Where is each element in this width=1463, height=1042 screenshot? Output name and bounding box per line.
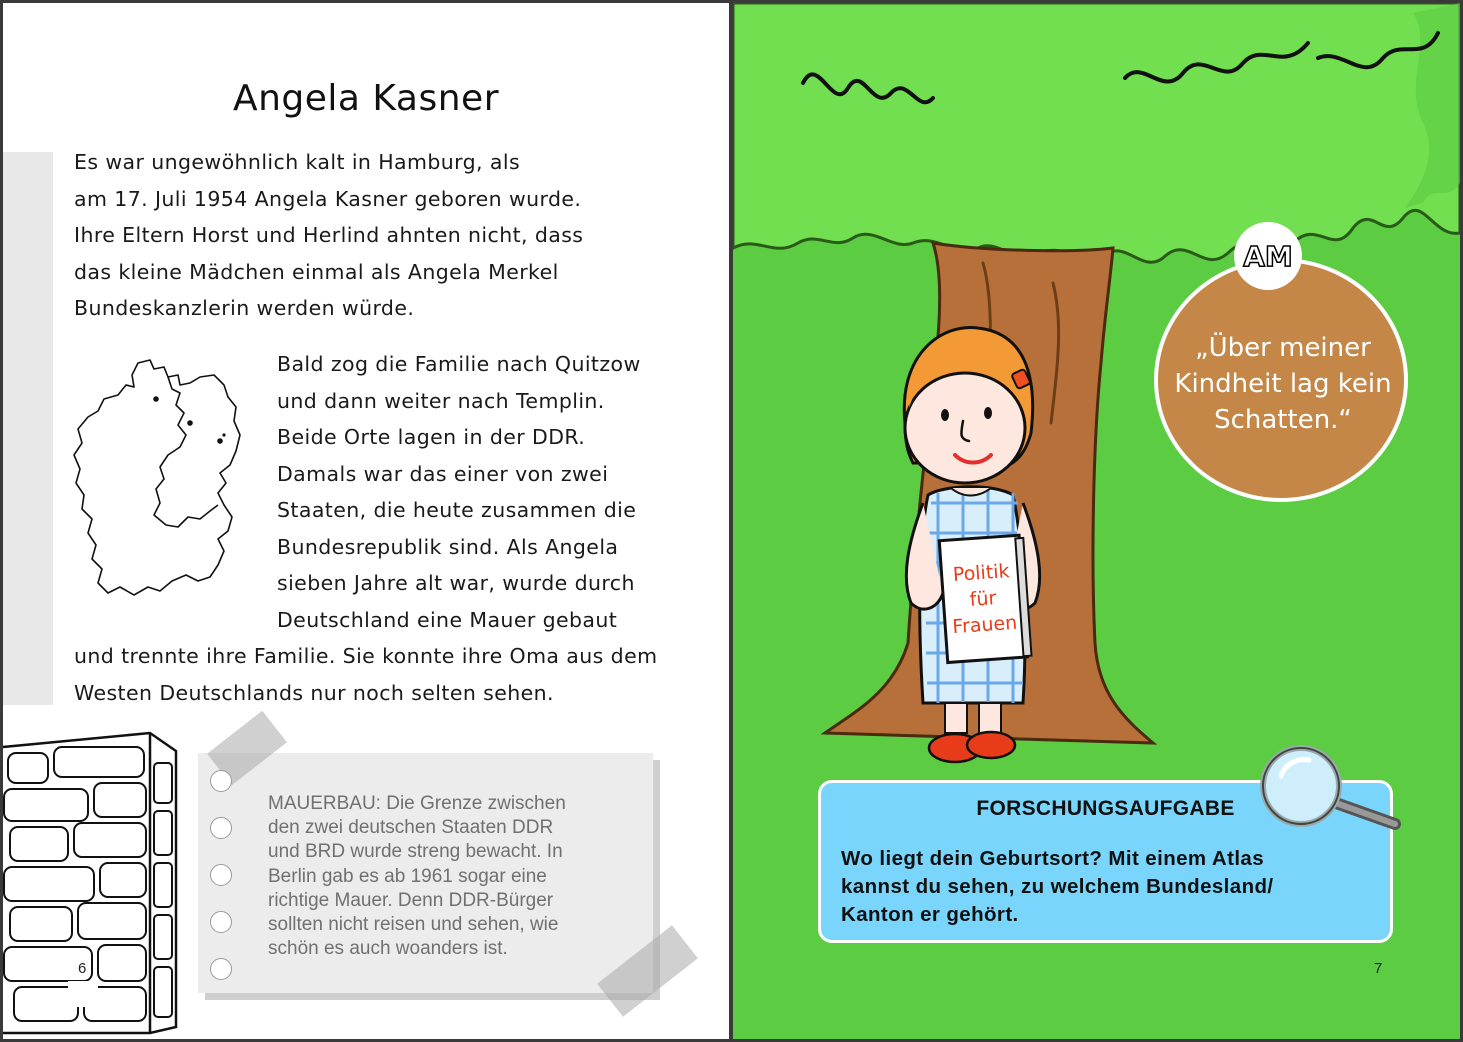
book-title-line: Frauen bbox=[951, 611, 1018, 639]
task-text bbox=[841, 845, 1381, 929]
text-line: Bundesrepublik sind. Als Angela bbox=[277, 534, 619, 559]
note-line: MAUERBAU: Die Grenze zwischen bbox=[268, 793, 566, 814]
binder-hole bbox=[210, 911, 232, 933]
quote-text bbox=[1160, 330, 1406, 438]
text-line: Beide Orte lagen in der DDR. bbox=[277, 425, 586, 449]
text-line: sieben Jahre alt war, wurde durch bbox=[277, 571, 635, 595]
brick-wall-icon bbox=[0, 727, 180, 1037]
note-line: sollten nicht reisen und sehen, wie bbox=[268, 914, 559, 936]
task-title: FORSCHUNGSAUFGABE bbox=[976, 797, 1235, 820]
note-line: den zwei deutschen Staaten DDR bbox=[268, 817, 554, 839]
book-title-line: Politik bbox=[952, 560, 1011, 587]
note-line: richtige Mauer. Denn DDR-Bürger bbox=[268, 889, 554, 911]
family-paragraph bbox=[277, 346, 697, 638]
text-line: Damals war das einer von zwei bbox=[277, 461, 609, 486]
initials-badge: AM bbox=[1234, 222, 1302, 290]
task-line: Wo liegt dein Geburtsort? Mit einem Atlas bbox=[841, 847, 1265, 870]
task-line: Kanton er gehört. bbox=[841, 903, 1019, 926]
germany-map-icon bbox=[68, 355, 258, 605]
closing-paragraph bbox=[74, 638, 714, 711]
page-number: 7 bbox=[1374, 960, 1383, 977]
intro-paragraph bbox=[74, 144, 704, 327]
quote-line: Schatten.“ bbox=[1214, 405, 1352, 435]
text-line: Bundeskanzlerin werden würde. bbox=[74, 296, 415, 320]
text-line: am 17. Juli 1954 Angela Kasner geboren wurde. bbox=[74, 186, 582, 211]
task-line: kannst du sehen, zu welchem Bundesland/ bbox=[841, 875, 1274, 898]
text-line: Ihre Eltern Horst und Herlind ahnten nicht, dass bbox=[74, 223, 584, 247]
text-line: Westen Deutschlands nur noch selten sehen. bbox=[74, 680, 554, 705]
book-title-line: für bbox=[968, 587, 998, 611]
book-cover-title bbox=[940, 557, 1025, 640]
binder-hole bbox=[210, 864, 232, 886]
quote-line: Kindheit lag kein bbox=[1174, 369, 1392, 399]
binder-hole bbox=[210, 958, 232, 980]
text-line: Bald zog die Familie nach Quitzow bbox=[277, 352, 641, 376]
page-title: Angela Kasner bbox=[232, 78, 499, 119]
text-line: und dann weiter nach Templin. bbox=[277, 388, 605, 413]
note-text bbox=[268, 792, 628, 961]
binder-hole bbox=[210, 770, 232, 792]
binder-hole bbox=[210, 817, 232, 839]
magnifier-icon bbox=[1255, 742, 1410, 837]
text-line: und trennte ihre Familie. Sie konnte ihre Oma aus dem bbox=[74, 644, 658, 668]
note-line: und BRD wurde streng bewacht. In bbox=[268, 841, 563, 863]
note-line: Berlin gab es ab 1961 sogar eine bbox=[268, 865, 547, 887]
margin-strip bbox=[3, 152, 53, 705]
page-number: 6 bbox=[78, 960, 87, 977]
quote-line: „Über meiner bbox=[1195, 333, 1371, 363]
text-line: Deutschland eine Mauer gebaut bbox=[277, 607, 618, 632]
text-line: Staaten, die heute zusammen die bbox=[277, 498, 637, 522]
text-line: Es war ungewöhnlich kalt in Hamburg, als bbox=[74, 150, 521, 174]
text-line: das kleine Mädchen einmal als Angela Merkel bbox=[74, 259, 559, 284]
note-line: schön es auch woanders ist. bbox=[268, 938, 508, 960]
